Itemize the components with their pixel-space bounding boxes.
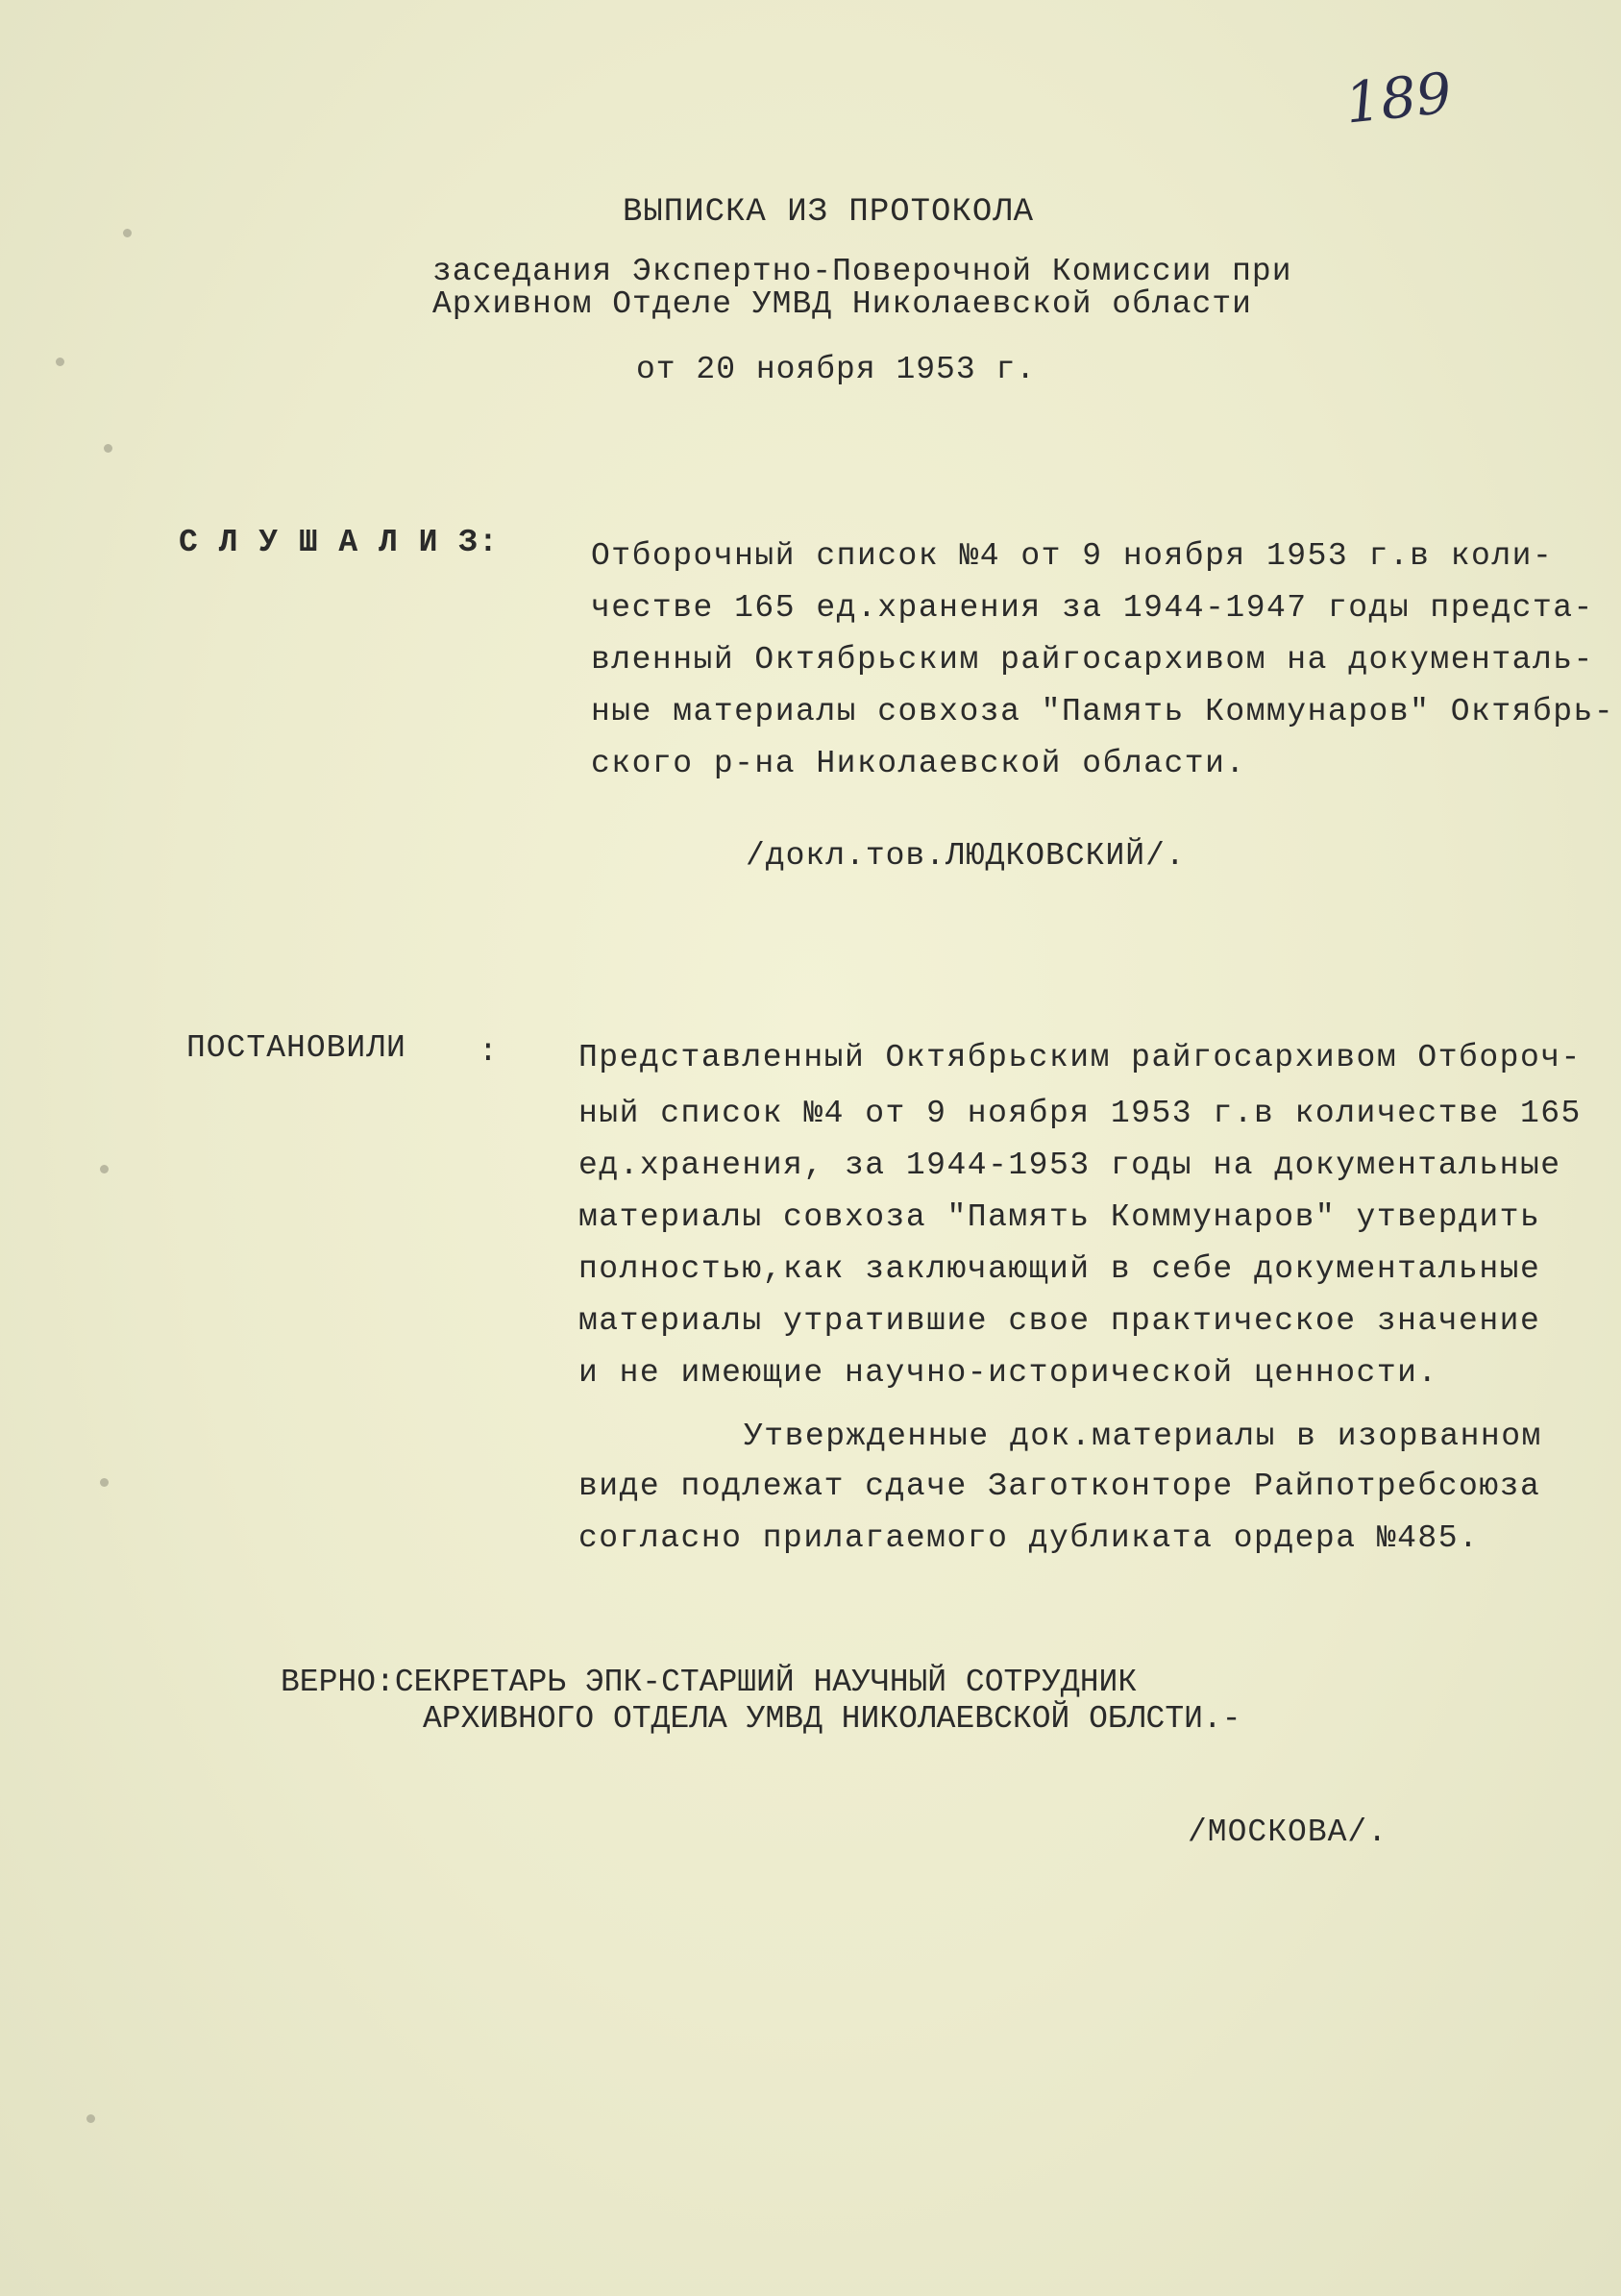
resolved-line: ед.хранения, за 1944-1953 годы на документальные [578,1148,1561,1183]
signature-name: /МОСКОВА/. [1188,1815,1388,1850]
heard-line: вленный Октябрьским райгосархивом на документаль- [591,642,1594,678]
header-line-1: заседания Экспертно-Поверочной Комиссии при [432,254,1292,289]
certification-line-2: АРХИВНОГО ОТДЕЛА УМВД НИКОЛАЕВСКОЙ ОБЛСТИ.- [423,1701,1241,1737]
folio-number: 189 [1341,60,1455,136]
resolved-line: полностью,как заключающий в себе документальные [578,1251,1541,1287]
resolved-line: согласно прилагаемого дубликата ордера №485. [578,1520,1480,1556]
punch-mark [100,1165,109,1173]
punch-mark [86,2114,95,2123]
resolved-line: материалы утратившие свое практическое значение [578,1303,1541,1339]
speaker-line: /докл.тов.ЛЮДКОВСКИЙ/. [746,838,1186,874]
resolved-colon: : [479,1034,499,1070]
header-line-2: Архивном Отделе УМВД Николаевской области [432,286,1252,322]
heard-line: ные материалы совхоза "Память Коммунаров" Октябрь- [591,694,1615,729]
document-date: от 20 ноября 1953 г. [636,352,1037,387]
resolved-line: виде подлежат сдаче Заготконторе Райпотребсоюза [578,1469,1541,1504]
punch-mark [104,444,112,453]
heard-line: ского р-на Николаевской области. [591,746,1246,781]
heard-label: С Л У Ш А Л И З: [179,525,499,560]
resolved-line: материалы совхоза "Память Коммунаров" утвердить [578,1199,1541,1235]
punch-mark [100,1478,109,1487]
resolved-line: Представленный Октябрьским райгосархивом Отбороч- [578,1040,1582,1075]
punch-mark [56,358,64,366]
resolved-line: и не имеющие научно-исторической ценности. [578,1355,1438,1391]
punch-mark [123,229,132,237]
resolved-line: Утвержденные док.материалы в изорванном [744,1419,1542,1454]
document-title: ВЫПИСКА ИЗ ПРОТОКОЛА [623,194,1035,231]
resolved-line: ный список №4 от 9 ноября 1953 г.в количестве 165 [578,1096,1582,1131]
heard-line: честве 165 ед.хранения за 1944-1947 годы предста- [591,590,1594,626]
heard-line: Отборочный список №4 от 9 ноября 1953 г.в коли- [591,538,1554,574]
resolved-label: ПОСТАНОВИЛИ [186,1030,406,1066]
certification-line-1: ВЕРНО:СЕКРЕТАРЬ ЭПК-СТАРШИЙ НАУЧНЫЙ СОТРУДНИК [281,1665,1138,1700]
